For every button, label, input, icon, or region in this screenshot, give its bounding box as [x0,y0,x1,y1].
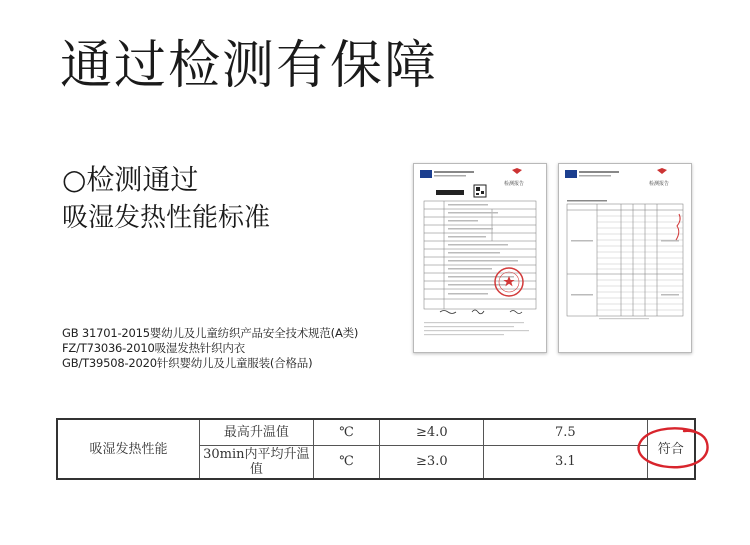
standard-item: FZ/T73036-2010吸湿发热针织内衣 [62,341,245,355]
unit-cell: ℃ [313,445,380,479]
report-header-text: 检测报告 [648,181,670,187]
signature-icon [440,311,456,314]
unit-cell: ℃ [313,419,380,445]
item-cell: 最高升温值 [199,419,313,445]
category-cell: 吸湿发热性能 [57,419,199,479]
value-cell: 3.1 [484,445,647,479]
section-title: ○检测通过 [62,163,199,196]
agency-logo-icon [565,170,577,178]
page-headline: 通过检测有保障 [60,36,439,96]
section-subtitle: 吸湿发热性能标准 [62,203,271,233]
standards-list [62,326,358,371]
standard-item: GB/T39508-2020针织婴幼儿及儿童服装(合格品) [62,356,313,370]
result-table [56,418,696,480]
report-page-2-graphic [559,164,691,352]
agency-logo-icon [420,170,432,178]
item-cell: 30min内平均升温值 [199,445,313,479]
report-header-text: 检测报告 [503,181,525,187]
value-cell: 7.5 [484,419,647,445]
stamp-edge-icon [676,214,680,240]
standard-item: GB 31701-2015婴幼儿及儿童纺织产品安全技术规范(A类) [62,326,359,340]
verdict-cell: 符合 [647,419,695,479]
test-report-image-1 [413,163,547,353]
requirement-cell: ≥4.0 [380,419,484,445]
report-page-1-graphic [414,164,546,352]
test-report-image-2 [558,163,692,353]
requirement-cell: ≥3.0 [380,445,484,479]
